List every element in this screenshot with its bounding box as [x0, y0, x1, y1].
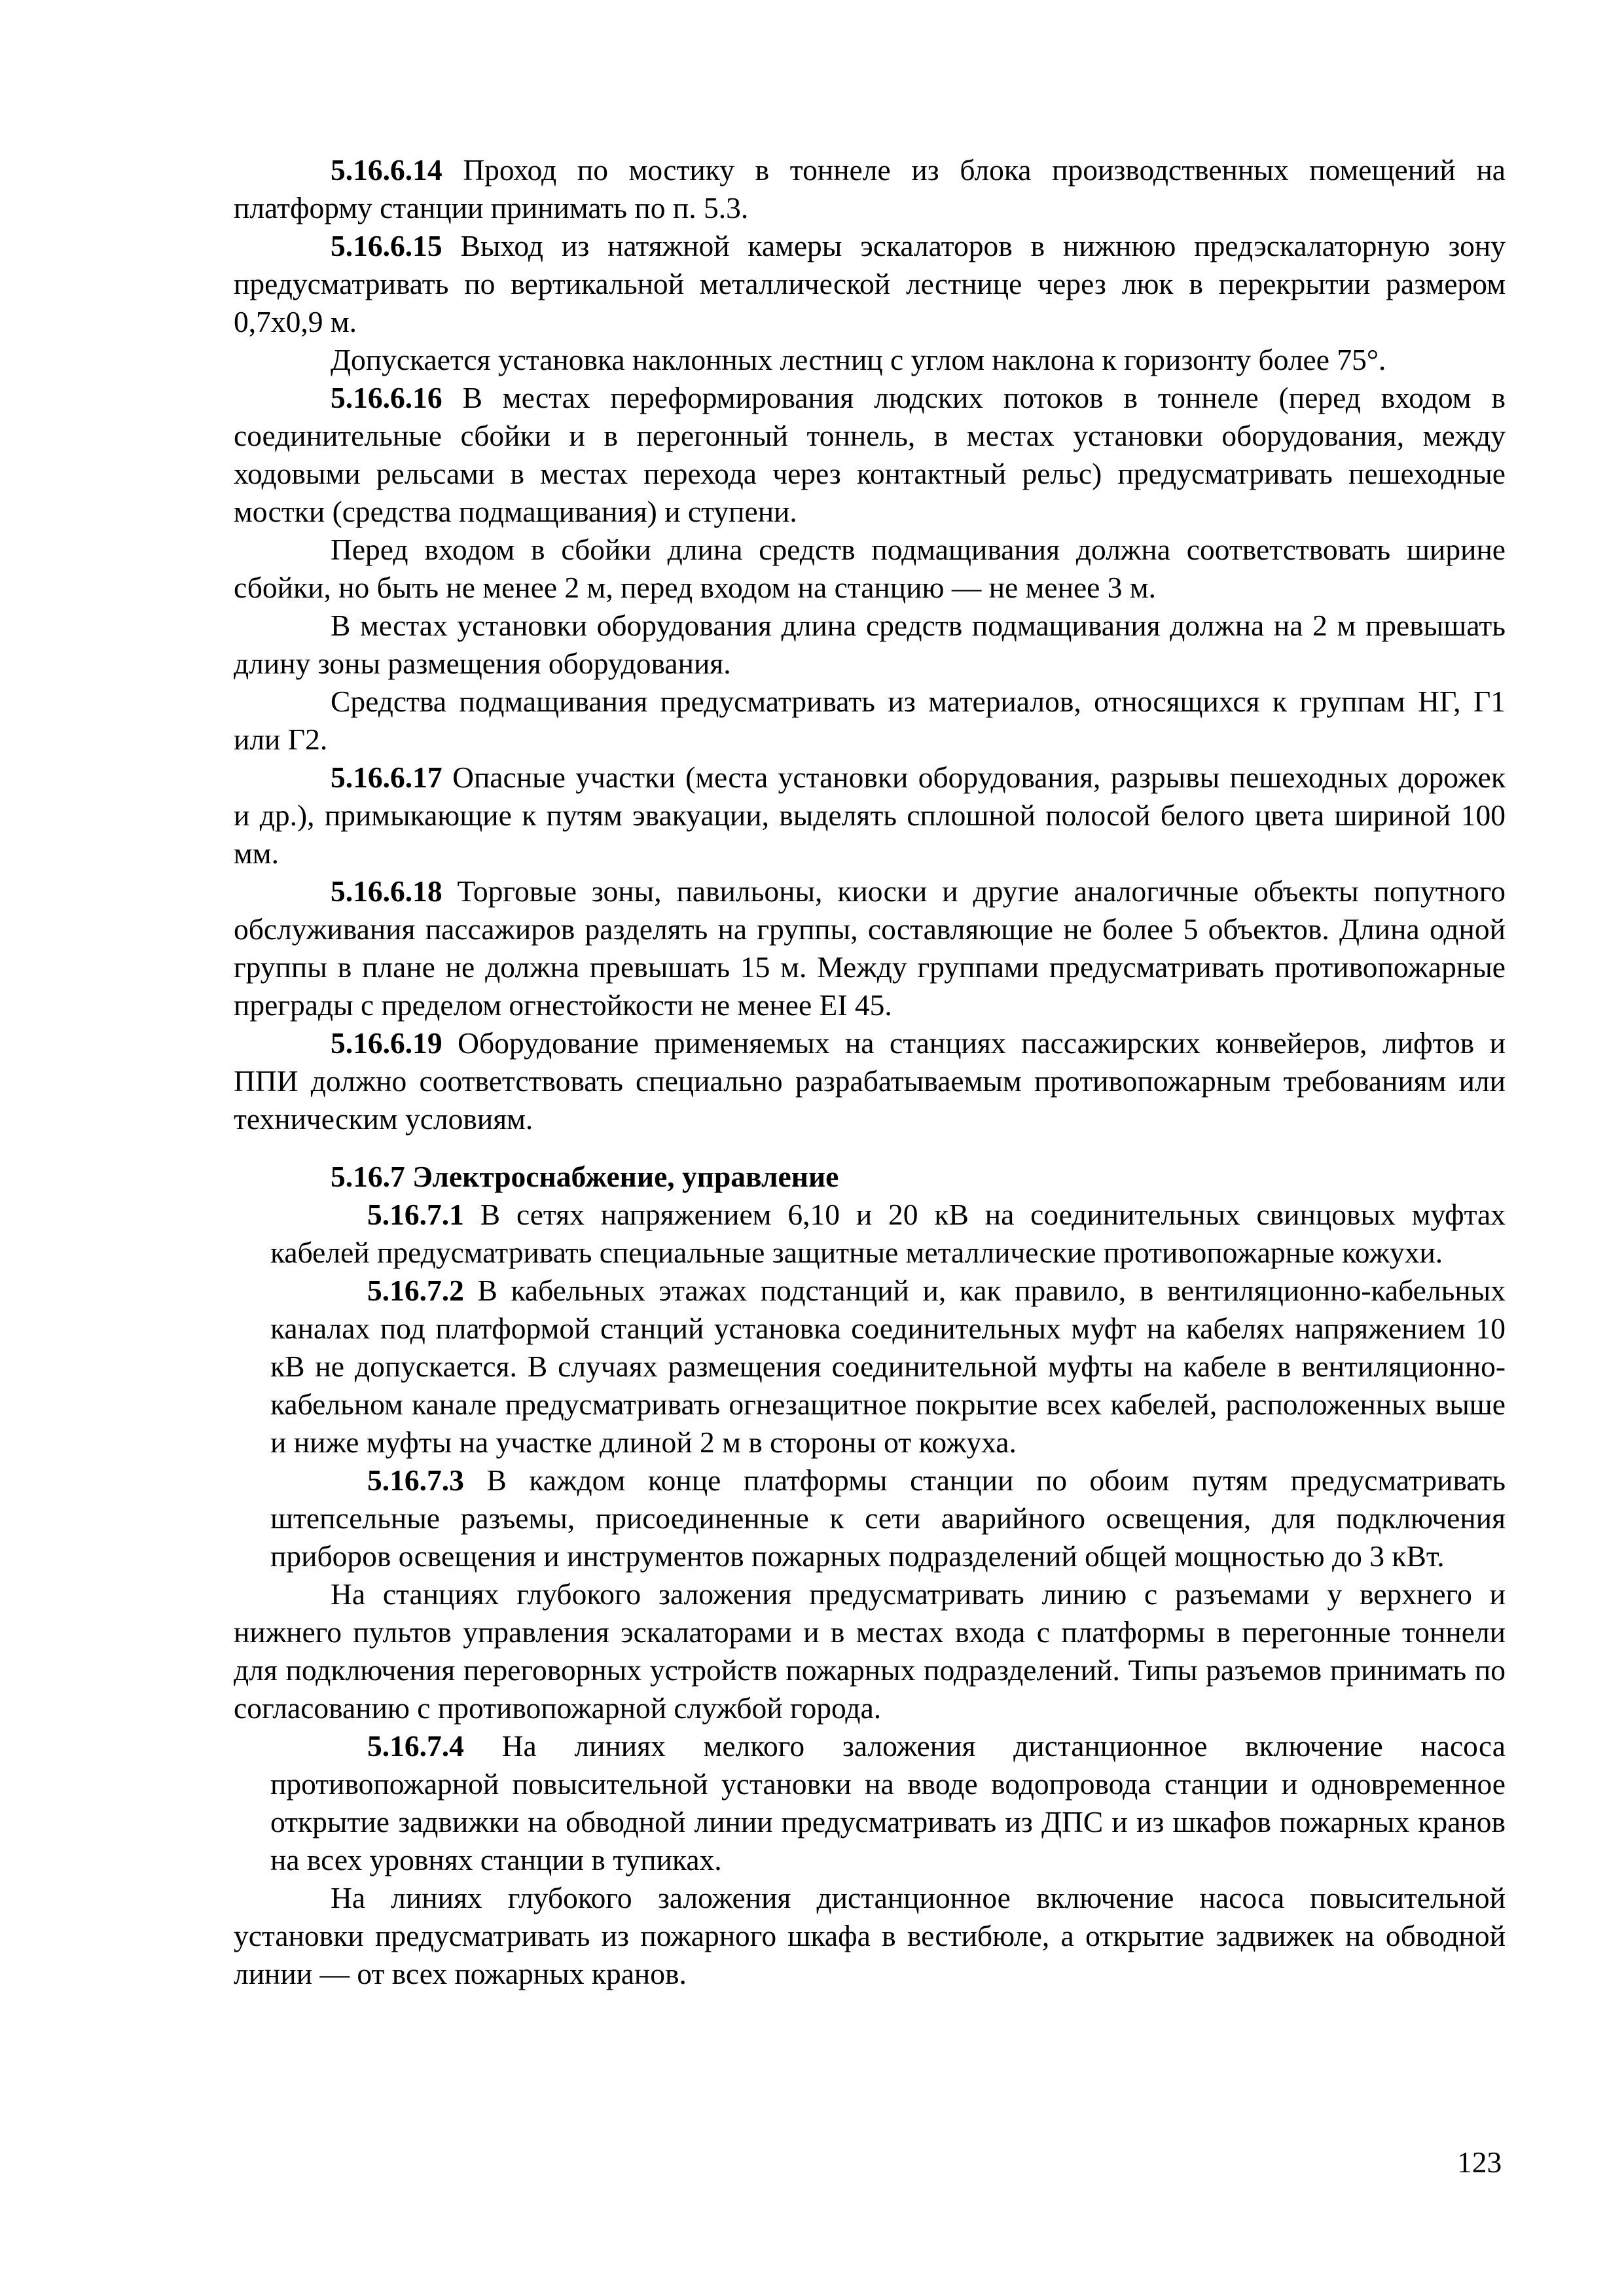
paragraph-materials: Средства подмащивания предусматривать из материалов, относящихся к группам НГ, Г1 или Г2.	[234, 685, 1506, 756]
paragraph-5-16-7-4: 5.16.7.4 На линиях мелкого заложения дистанционное включение насоса противопожарной повысительной установки на вводе водопровода станции и одновременное открытие задвижки на обводной линии предусматривать из ДПС и из шкафов пожарных кранов на всех уровнях станции в тупиках.	[270, 1729, 1506, 1876]
paragraph-sboika-length: Перед входом в сбойки длина средств подмащивания должна соответствовать ширине сбойки, но быть не менее 2 м, перед входом на станцию — не менее 3 м.	[234, 533, 1506, 604]
paragraph-5-16-7-1: 5.16.7.1 В сетях напряжением 6,10 и 20 кВ на соединительных свинцовых муфтах кабелей предусматривать специальные защитные металлические противопожарные кожухи.	[270, 1198, 1506, 1269]
section-heading: 5.16.7 Электроснабжение, управление	[331, 1160, 839, 1193]
paragraph-deep-stations: На станциях глубокого заложения предусматривать линию с разъемами у верхнего и нижнего пультов управления эскалаторами и в местах входа с платформы в перегонные тоннели для подключения переговорных устройств пожарных подразделений. Типы разъемов принимать по согласованию с противопожарной службой города.	[234, 1577, 1506, 1725]
paragraph-5-16-7-3: 5.16.7.3 В каждом конце платформы станции по обоим путям предусматривать штепсельные разъемы, присоединенные к сети аварийного освещения, для подключения приборов освещения и инструментов пожарных подразделений общей мощностью до 3 кВт.	[270, 1463, 1506, 1573]
subsection-block	[234, 1196, 1506, 1575]
subsection-block-2	[234, 1727, 1506, 1879]
paragraph-5-16-6-15: 5.16.6.15 Выход из натяжной камеры эскалаторов в нижнюю предэскалаторную зону предусматривать по вертикальной металлической лестнице через люк в перекрытии размером 0,7х0,9 м.	[234, 229, 1506, 338]
page-number: 123	[1457, 2145, 1502, 2179]
document-page	[234, 0, 1506, 1993]
paragraph-5-16-6-19: 5.16.6.19 Оборудование применяемых на станциях пассажирских конвейеров, лифтов и ППИ должно соответствовать специально разрабатываемым противопожарным требованиям или техническим условиям.	[234, 1026, 1506, 1136]
paragraph-5-16-6-16: 5.16.6.16 В местах переформирования людских потоков в тоннеле (перед входом в соединительные сбойки и в перегонный тоннель, в местах установки оборудования, между ходовыми рельсами в местах перехода через контактный рельс) предусматривать пешеходные мостки (средства подмащивания) и ступени.	[234, 381, 1506, 528]
paragraph-5-16-7-2: 5.16.7.2 В кабельных этажах подстанций и, как правило, в вентиляционно-кабельных каналах под платформой станций установка соединительных муфт на кабелях напряжением 10 кВ не допускается. В случаях размещения соединительной муфты на кабеле в вентиляционно-кабельном канале предусматривать огнезащитное покрытие всех кабелей, расположенных выше и ниже муфты на участке длиной 2 м в стороны от кожуха.	[270, 1274, 1506, 1459]
paragraph-deep-lines: На линиях глубокого заложения дистанционное включение насоса повысительной установки предусматривать из пожарного шкафа в вестибюле, а открытие задвижек на обводной линии — от всех пожарных кранов.	[234, 1881, 1506, 1990]
paragraph-5-16-6-17: 5.16.6.17 Опасные участки (места установки оборудования, разрывы пешеходных дорожек и др.), примыкающие к путям эвакуации, выделять сплошной полосой белого цвета шириной 100 мм.	[234, 761, 1506, 870]
paragraph-5-16-6-18: 5.16.6.18 Торговые зоны, павильоны, киоски и другие аналогичные объекты попутного обслуживания пассажиров разделять на группы, составляющие не более 5 объектов. Длина одной группы в плане не должна превышать 15 м. Между группами предусматривать противопожарные преграды с пределом огнестойкости не менее EI 45.	[234, 874, 1506, 1022]
paragraph-5-16-6-14: 5.16.6.14 Проход по мостику в тоннеле из блока производственных помещений на платформу станции принимать по п. 5.3.	[234, 153, 1506, 224]
paragraph-equipment-length: В местах установки оборудования длина средств подмащивания должна на 2 м превышать длину зоны размещения оборудования.	[234, 609, 1506, 680]
paragraph-stairs-note: Допускается установка наклонных лестниц с углом наклона к горизонту более 75°.	[331, 343, 1386, 376]
